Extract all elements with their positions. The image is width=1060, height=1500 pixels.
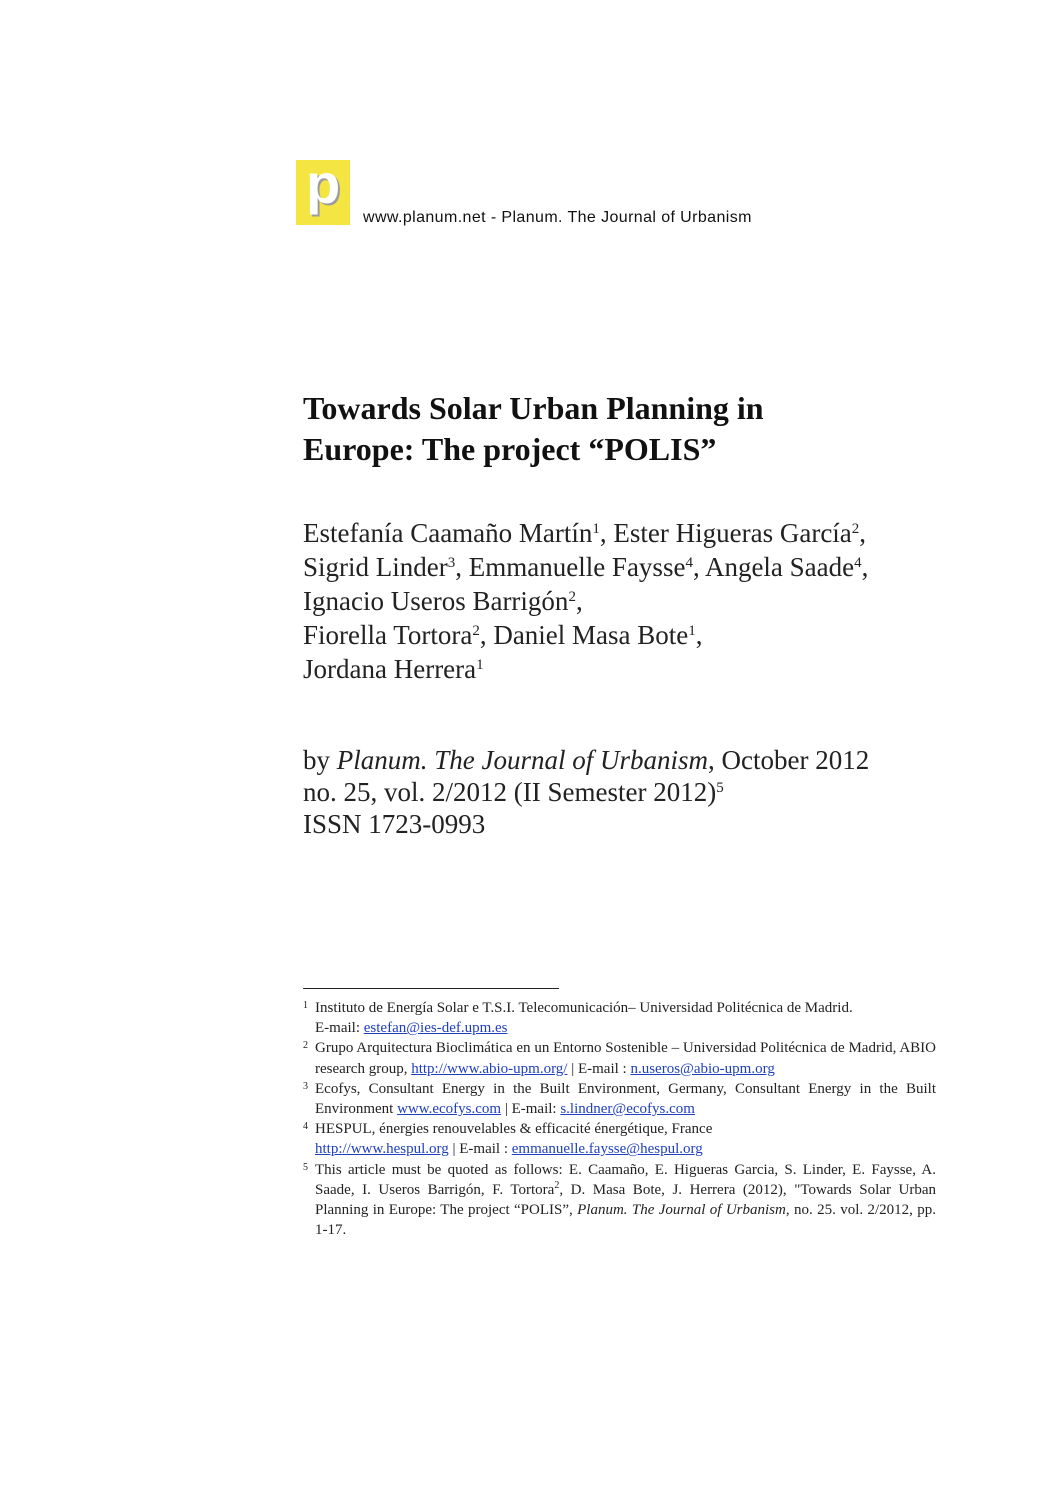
footnote [303, 1119, 936, 1159]
footnote-separator: | E-mail: [501, 1101, 561, 1118]
planum-logo [296, 152, 350, 225]
pub-issn: ISSN 1723-0993 [303, 809, 486, 839]
footnote-separator: | E-mail : [448, 1141, 512, 1158]
author-separator: , [859, 518, 867, 548]
footnote [303, 998, 936, 1038]
author-separator: , [599, 518, 614, 548]
email-link[interactable]: estefan@ies-def.upm.es [363, 1020, 508, 1037]
pub-by: by [303, 745, 337, 775]
footnote-number: 1 [303, 1000, 308, 1011]
email-link[interactable]: s.lindner@ecofys.com [560, 1101, 695, 1118]
author-affiliation: 1 [592, 521, 600, 537]
title-line-2: Europe: The project “POLIS” [303, 431, 717, 467]
footnote [303, 1160, 936, 1241]
author-separator: , [479, 620, 494, 650]
footnote [303, 1038, 936, 1078]
author-name: Daniel Masa Bote [493, 620, 689, 650]
author-affiliation: 2 [568, 589, 576, 605]
footnotes [303, 998, 936, 1240]
publication-info [303, 744, 869, 840]
author-affiliation: 1 [688, 623, 696, 639]
url-link[interactable]: http://www.abio-upm.org/ [411, 1060, 568, 1077]
footnote-text: , D. Masa Bote, J. Herrera (2012), "Towards Solar Urban Planning in Europe: The project “POLIS”, [315, 1181, 937, 1219]
author-affiliation: 2 [472, 623, 480, 639]
footnote-separator: | E-mail : [567, 1060, 631, 1077]
url-link[interactable]: www.ecofys.com [397, 1101, 502, 1118]
footnote [303, 1079, 936, 1119]
author-affiliation: 1 [476, 657, 484, 673]
footnote-text: Ecofys, Consultant Energy in the Built Environment, Germany, Consultant Energy in the Built Environment [315, 1080, 936, 1118]
author-affiliation: 2 [851, 521, 860, 537]
footnote-divider [303, 988, 559, 989]
author-name: Fiorella Tortora [303, 620, 473, 650]
footnote-text: HESPUL, énergies renouvelables & efficacité énergétique, France [315, 1121, 713, 1138]
author-name: Ignacio Useros Barrigón [303, 586, 569, 616]
running-header: www.planum.net - Planum. The Journal of Urbanism [363, 209, 752, 226]
footnote-sup: 2 [554, 1179, 560, 1191]
pub-date: , October 2012 [708, 745, 870, 775]
author-name: Jordana Herrera [303, 654, 477, 684]
author-name: Sigrid Linder [303, 552, 448, 582]
pub-footnote-ref: 5 [716, 780, 724, 796]
author-name: Emmanuelle Faysse [468, 552, 686, 582]
footnote-email-label: E-mail: [315, 1020, 364, 1037]
footnote-text: Grupo Arquitectura Bioclimática en un Entorno Sostenible – Universidad Politécnica de Madrid, ABIO research group, [315, 1040, 936, 1077]
footnote-number: 5 [303, 1161, 308, 1173]
author-name: Angela Saade [704, 552, 855, 582]
author-affiliation: 4 [854, 555, 862, 571]
pub-journal: Planum. The Journal of Urbanism [336, 745, 708, 775]
url-link[interactable]: http://www.hespul.org [315, 1141, 449, 1158]
author-name: Estefanía Caamaño Martín [303, 518, 593, 548]
author-separator: , [695, 620, 703, 650]
footnote-journal: Planum. The Journal of Urbanism [577, 1202, 786, 1219]
author-separator: , [861, 552, 869, 582]
pub-issue: no. 25, vol. 2/2012 (II Semester 2012) [303, 777, 717, 807]
footnote-number: 2 [303, 1040, 308, 1052]
footnote-number: 4 [303, 1121, 308, 1133]
author-separator: , [692, 552, 705, 582]
author-affiliation: 3 [447, 555, 456, 571]
footnote-text: , no. 25. vol. 2/2012, pp. 1-17. [315, 1202, 937, 1239]
footnote-text: Instituto de Energía Solar e T.S.I. Telecomunicación– Universidad Politécnica de Madrid. [315, 1000, 853, 1016]
footnote-number: 3 [303, 1080, 308, 1092]
email-link[interactable]: n.useros@abio-upm.org [630, 1060, 775, 1077]
article-title [303, 388, 764, 470]
title-line-1: Towards Solar Urban Planning in [303, 390, 764, 426]
author-separator: , [455, 552, 469, 582]
logo-letter: p [306, 152, 341, 215]
author-affiliation: 4 [685, 555, 693, 571]
author-name: Ester Higueras García [613, 518, 852, 548]
author-separator: , [575, 586, 583, 616]
footnote-text: This article must be quoted as follows: E. Caamaño, E. Higueras Garcia, S. Linder, E. Faysse, A. Saade, I. Useros Barrigón, F. Tortora [315, 1161, 936, 1198]
email-link[interactable]: emmanuelle.faysse@hespul.org [511, 1141, 703, 1158]
author-list [303, 516, 868, 686]
